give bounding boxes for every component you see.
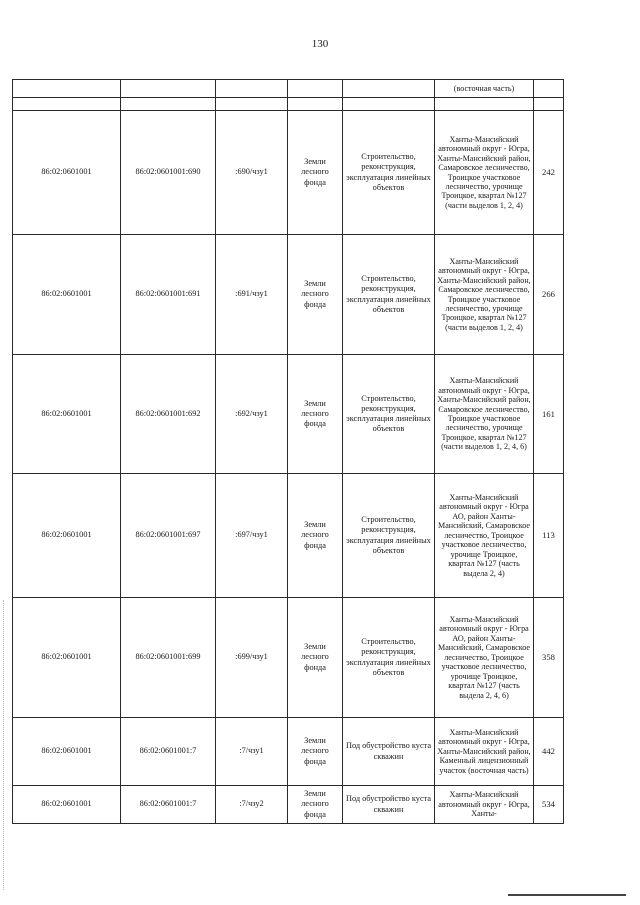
page-number: 130 [311, 38, 329, 50]
area-cell: 113 [534, 474, 564, 598]
location-cell: Ханты-Мансийский автономный округ - Югра, Ханты-Мансийский район, Каменный лицензионный участок (восточная часть) [435, 718, 534, 786]
continuation-row [13, 80, 564, 98]
area-cell: 161 [534, 355, 564, 474]
table-row [13, 111, 564, 235]
area-cell: 358 [534, 598, 564, 718]
location-cell: Ханты-Мансийский автономный округ - Югра АО, район Ханты-Мансийский, Самаровское лесничество, Троицкое участковое лесничество, урочище Троицкое, квартал №127 (часть выдела 2, 4, 6) [435, 598, 534, 718]
land-category-cell: Земли лесного фонда [288, 598, 343, 718]
cadastral-quarter-cell: 86:02:0601001 [13, 355, 121, 474]
cadastral-quarter-cell: 86:02:0601001 [13, 786, 121, 824]
purpose-cell: Под обустройство куста скважин [343, 786, 435, 824]
location-cell: Ханты-Мансийский автономный округ - Югра, Ханты-Мансийский район, Самаровское лесничество, Троицкое участковое лесничество, урочище Троицкое, квартал №127 (части выделов 1, 2, 4) [435, 111, 534, 235]
cadastral-number-cell: 86:02:0601001:697 [121, 474, 216, 598]
location-cell: Ханты-Мансийский автономный округ - Югра, Ханты-Мансийский район, Самаровское лесничество, Троицкое участковое лесничество, урочище Троицкое, квартал №127 (части выделов 1, 2, 4) [435, 235, 534, 355]
part-designation-cell: :699/чзу1 [216, 598, 288, 718]
land-category-cell: Земли лесного фонда [288, 235, 343, 355]
cadastral-number-cell: 86:02:0601001:690 [121, 111, 216, 235]
table-row [13, 786, 564, 824]
continued-location-cell: (восточная часть) [435, 80, 534, 98]
bottom-rule [508, 894, 626, 896]
purpose-cell: Строительство, реконструкция, эксплуатация линейных объектов [343, 235, 435, 355]
location-cell: Ханты-Мансийский автономный округ - Югра, Ханты-Мансийский район, Самаровское лесничество, Троицкое участковое лесничество, урочище Троицкое, квартал №127 (части выделов 1, 2, 4, 6) [435, 355, 534, 474]
area-cell: 442 [534, 718, 564, 786]
part-designation-cell: :692/чзу1 [216, 355, 288, 474]
land-category-cell: Земли лесного фонда [288, 355, 343, 474]
cadastral-quarter-cell: 86:02:0601001 [13, 474, 121, 598]
cadastral-quarter-cell: 86:02:0601001 [13, 235, 121, 355]
cadastral-number-cell: 86:02:0601001:699 [121, 598, 216, 718]
area-cell: 534 [534, 786, 564, 824]
area-cell: 266 [534, 235, 564, 355]
purpose-cell: Строительство, реконструкция, эксплуатация линейных объектов [343, 598, 435, 718]
purpose-cell: Строительство, реконструкция, эксплуатация линейных объектов [343, 474, 435, 598]
cadastral-quarter-cell: 86:02:0601001 [13, 718, 121, 786]
area-cell: 242 [534, 111, 564, 235]
land-category-cell: Земли лесного фонда [288, 786, 343, 824]
purpose-cell: Строительство, реконструкция, эксплуатация линейных объектов [343, 111, 435, 235]
land-category-cell: Земли лесного фонда [288, 474, 343, 598]
purpose-cell: Под обустройство куста скважин [343, 718, 435, 786]
part-designation-cell: :7/чзу1 [216, 718, 288, 786]
land-plots-table [12, 79, 564, 824]
table-row [13, 598, 564, 718]
cadastral-number-cell: 86:02:0601001:691 [121, 235, 216, 355]
cadastral-quarter-cell: 86:02:0601001 [13, 111, 121, 235]
part-designation-cell: :691/чзу1 [216, 235, 288, 355]
table-row [13, 355, 564, 474]
spacer-row [13, 98, 564, 111]
location-cell: Ханты-Мансийский автономный округ - Югра, Ханты- [435, 786, 534, 824]
cadastral-number-cell: 86:02:0601001:7 [121, 718, 216, 786]
table-row [13, 718, 564, 786]
cadastral-number-cell: 86:02:0601001:7 [121, 786, 216, 824]
cadastral-quarter-cell: 86:02:0601001 [13, 598, 121, 718]
land-category-cell: Земли лесного фонда [288, 718, 343, 786]
part-designation-cell: :7/чзу2 [216, 786, 288, 824]
land-category-cell: Земли лесного фонда [288, 111, 343, 235]
table-row [13, 474, 564, 598]
part-designation-cell: :690/чзу1 [216, 111, 288, 235]
scan-edge-artifact [3, 600, 5, 890]
table-row [13, 235, 564, 355]
location-cell: Ханты-Мансийский автономный округ - Югра АО, район Ханты-Мансийский, Самаровское лесничество, Троицкое участковое лесничество, урочище Троицкое, квартал №127 (часть выдела 2, 4) [435, 474, 534, 598]
part-designation-cell: :697/чзу1 [216, 474, 288, 598]
cadastral-number-cell: 86:02:0601001:692 [121, 355, 216, 474]
purpose-cell: Строительство, реконструкция, эксплуатация линейных объектов [343, 355, 435, 474]
